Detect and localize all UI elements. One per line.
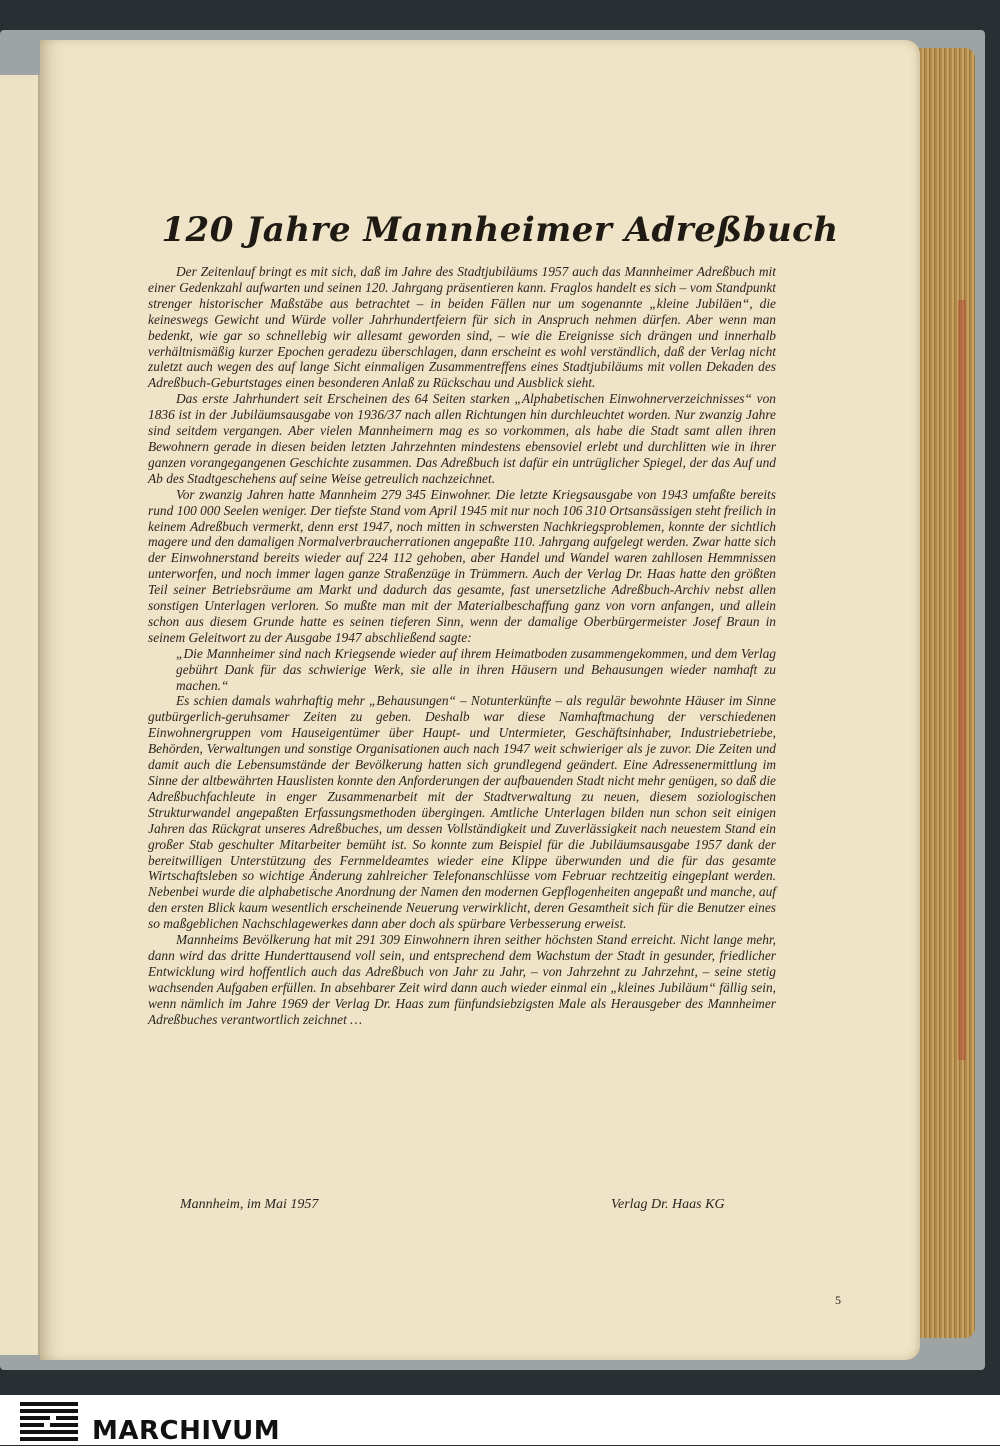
page-number: 5 <box>835 1293 841 1307</box>
page-title: 120 Jahre Mannheimer Adreßbuch <box>161 210 839 250</box>
paragraph: Mannheims Bevölkerung hat mit 291 309 Einwohnern ihren seither höchsten Stand erreicht. Nicht lange mehr, dann wird das dritte Hunderttausend voll sein, und entsprechend dem Wachstum der Stadt in gesunder, friedlicher Entwicklung wird hoffentlich auch das Adreßbuch von Jahr zu Jahr, – von Jahrzehnt zu Jahrzehnt, – seine stetig wachsenden Aufgaben erfüllen. In absehbarer Zeit wird dann auch wieder einmal ein „kleines Jubiläum“ fällig sein, wenn nämlich im Jahre 1969 der Verlag Dr. Haas zum fünfundsiebzigsten Male als Herausgeber des Mannheimer Adreßbuches verantwortlich zeichnet … <box>148 932 776 1027</box>
paragraph: Das erste Jahrhundert seit Erscheinen des 64 Seiten starken „Alphabetischen Einwohnerverzeichnisses“ von 1836 ist in der Jubiläumsausgabe von 1936/37 nach allen Richtungen hin durchleuchtet worden. Nur zwanzig Jahre sind seitdem vergangen. Aber vielen Mannheimern mag es so vorkommen, als habe die Stadt samt allen ihren Bewohnern gerade in diesen beiden letzten Jahrzehnten mindestens ebensoviel erlebt und durchlitten wie in ihrer ganzen vorangegangenen Geschichte zusammen. Das Adreßbuch ist dafür ein untrüglicher Spiegel, der das Auf und Ab des Stadtgeschehens auf seine Weise getreulich nachzeichnet. <box>148 391 776 486</box>
marchivum-stripes-logo-icon <box>20 1402 78 1442</box>
archive-name: MARCHIVUM <box>92 1416 281 1446</box>
paragraph: Der Zeitenlauf bringt es mit sich, daß im Jahre des Stadtjubiläums 1957 auch das Mannheimer Adreßbuch mit einer Gedenkzahl aufwarten und seinen 120. Jahrgang präsentieren kann. Fraglos handelt es sich – vom Standpunkt strenger historischer Maßstäbe aus betrachtet – in beiden Fällen nur um sogenannte „kleine Jubiläen“, die keineswegs Gewicht und Würde voller Jahrhundertfeiern für sich in Anspruch nehmen dürfen. Aber wenn man bedenkt, wie gar so schnellebig wir allesamt geworden sind, – wie die Ereignisse sich drängen und innerhalb verhältnismäßig kurzer Epochen geradezu überschlagen, dann erscheint es wohl verständlich, daß der Verlag nicht zuletzt auch wegen des auf lange Sicht einmaligen Zusammentreffens eines Stadtjubiläums mit vollen Dekaden des Adreßbuch-Geburtstages einen besonderen Anlaß zu Rückschau und Ausblick sieht. <box>148 264 776 391</box>
paragraph: Es schien damals wahrhaftig mehr „Behausungen“ – Notunterkünfte – als regulär bewohnte Häuser im Sinne gutbürgerlich-geruhsamer Zeiten zu geben. Deshalb war diese Namhaftmachung der verschiedenen Einwohnergruppen vom Hauseigentümer über Haupt- und Untermieter, Geschäftsinhaber, Industriebetriebe, Behörden, Verwaltungen und sonstige Organisationen auch nach 1947 weit schwieriger als je zuvor. Die Zeiten und damit auch die Lebensumstände der Bevölkerung hatten sich grundlegend geändert. Eine Adressenermittlung im Sinne der altbewährten Hauslisten konnte den Anforderungen der aufbauenden Stadt nicht mehr genügen, so daß die Adreßbuchfachleute in enger Zusammenarbeit mit der Stadtverwaltung zu neuen, diesem soziologischen Strukturwandel angepaßten Erfassungsmethoden übergingen. Amtliche Unterlagen bilden nun schon seit einigen Jahren das Rückgrat unseres Adreßbuches, um dessen Vollständigkeit und Zuverlässigkeit nach neuestem Stand ein großer Stab geschulter Mitarbeiter bemüht ist. So konnte zum Beispiel für die Jubiläumsausgabe 1957 dank der bereitwilligen Unterstützung des Fernmeldeamtes wieder eine Klippe überwunden und die für das gesamte Wirtschaftsleben so wichtige Änderung zahlreicher Telefonanschlüsse vom Februar rechtzeitig eingeplant werden. Nebenbei wurde die alphabetische Anordnung der Namen den modernen Gepflogenheiten angepaßt und manche, auf den ersten Blick kaum wesentlich erscheinende Neuerung verwirklicht, deren Gesamtheit sich für die Benutzer eines so maßgeblichen Nachschlagewerkes dann aber doch als spürbare Verbesserung erweist. <box>148 693 776 932</box>
left-page-edge <box>0 75 40 1355</box>
page-stack-marker <box>958 300 966 1060</box>
publisher-signature: Verlag Dr. Haas KG <box>611 1197 725 1212</box>
place-date: Mannheim, im Mai 1957 <box>180 1197 319 1212</box>
block-quote: „Die Mannheimer sind nach Kriegsende wieder auf ihrem Heimatboden zusammengekommen, und dem Verlag gebührt Dank für das schwierige Werk, sie alle in ihren Häusern und Behausungen wieder namhaft zu machen.“ <box>176 645 776 693</box>
article-body <box>148 264 776 1028</box>
paragraph: Vor zwanzig Jahren hatte Mannheim 279 345 Einwohner. Die letzte Kriegsausgabe von 1943 umfaßte bereits rund 100 000 Seelen weniger. Der tiefste Stand vom April 1945 mit nur noch 106 310 Ortsansässigen steht freilich in keinem Adreßbuch vermerkt, denn erst 1947, noch mitten in schwersten Nachkriegsproblemen, konnte der sichtlich magere und den damaligen Normalverbraucherrationen angepaßte 110. Jahrgang aufgelegt werden. Zwar hatte sich der Einwohnerstand bereits wieder auf 224 112 gehoben, aber Handel und Wandel waren zahllosen Hemmnissen unterworfen, und noch immer lagen ganze Straßenzüge in Trümmern. Auch der Verlag Dr. Haas hatte den größten Teil seiner Betriebsräume am Markt und dadurch das gesamte, fast unersetzliche Adreßbuch-Archiv nebst allen sonstigen Unterlagen verloren. So mußte man mit der Materialbeschaffung ganz von vorn anfangen, und allein schon aus diesem Grunde hatte es seinen tieferen Sinn, wenn der damalige Oberbürgermeister Josef Braun in seinem Geleitwort zu der Ausgabe 1947 abschließend sagte: <box>148 486 776 645</box>
